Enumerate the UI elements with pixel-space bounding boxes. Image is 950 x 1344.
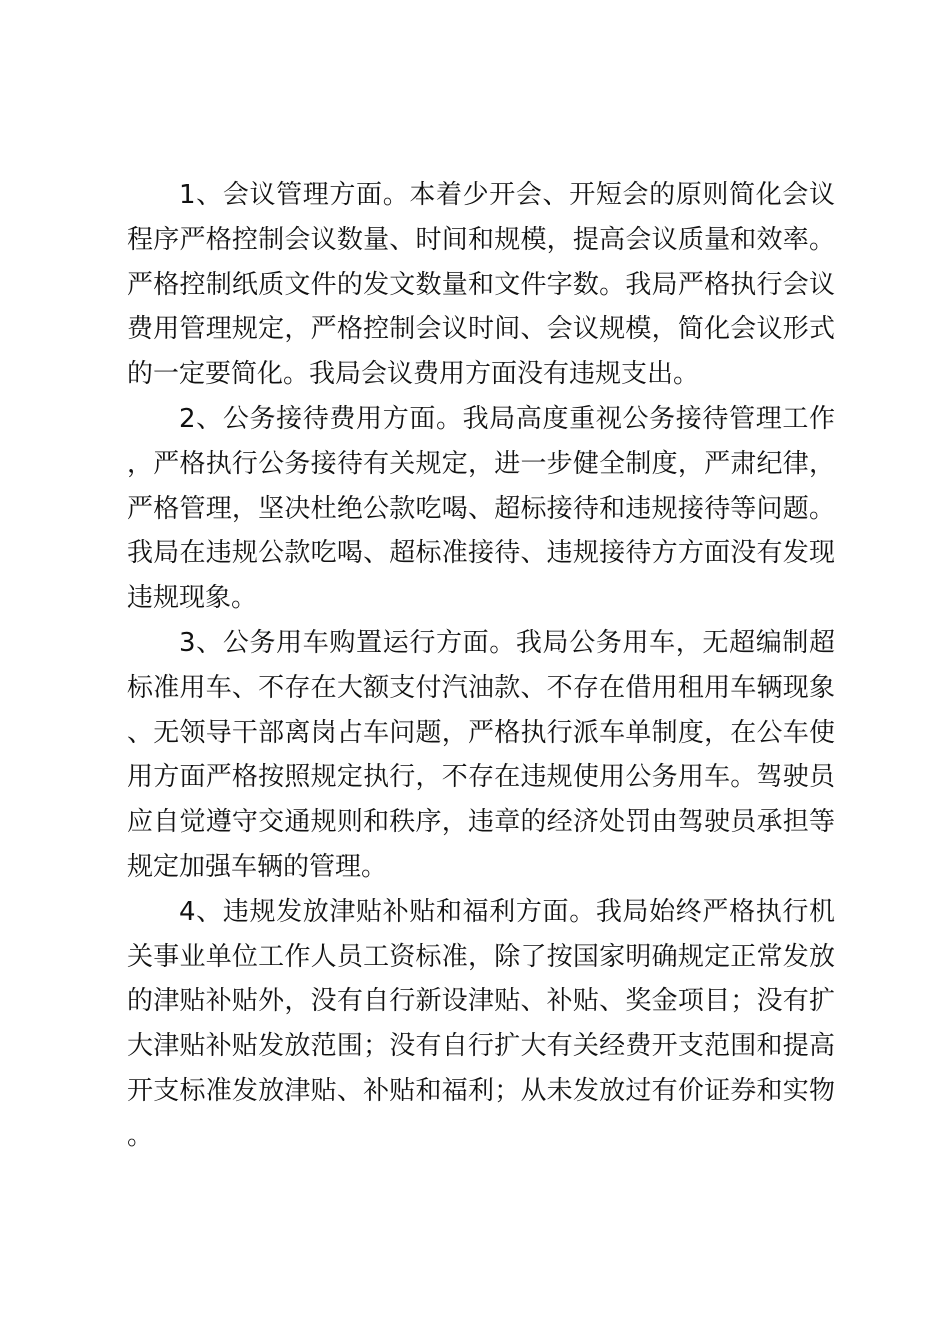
paragraph-meeting-management: 1、会议管理方面。本着少开会、开短会的原则简化会议程序严格控制会议数量、时间和规模，提高会议质量和效率。严格控制纸质文件的发文数量和文件字数。我局严格执行会议费用管理规定，严格控制会议时间、会议规模，简化会议形式的一定要简化。我局会议费用方面没有违规支出。: [127, 180, 835, 390]
paragraph-official-reception: 2、公务接待费用方面。我局高度重视公务接待管理工作，严格执行公务接待有关规定，进一步健全制度，严肃纪律，严格管理，坚决杜绝公款吃喝、超标接待和违规接待等问题。我局在违规公款吃喝、超标准接待、违规接待方方面没有发现违规现象。: [127, 403, 835, 614]
paragraph-allowances-welfare: 4、违规发放津贴补贴和福利方面。我局始终严格执行机关事业单位工作人员工资标准，除了按国家明确规定正常发放的津贴补贴外，没有自行新设津贴、补贴、奖金项目；没有扩大津贴补贴发放范围；没有自行扩大有关经费开支范围和提高开支标准发放津贴、补贴和福利；从未发放过有价证券和实物。: [127, 896, 835, 1151]
paragraph-official-vehicles: 3、公务用车购置运行方面。我局公务用车，无超编制超标准用车、不存在大额支付汽油款、不存在借用租用车辆现象、无领导干部离岗占车问题，严格执行派车单制度，在公车使用方面严格按照规定执行，不存在违规使用公务用车。驾驶员应自觉遵守交通规则和秩序，违章的经济处罚由驾驶员承担等规定加强车辆的管理。: [127, 627, 835, 882]
document-body: [127, 173, 835, 1159]
